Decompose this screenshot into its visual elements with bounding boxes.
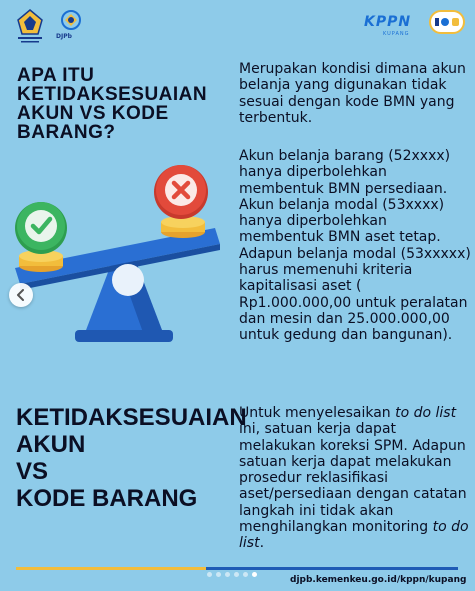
paragraph-solution bbox=[239, 405, 471, 552]
paragraph-solution-text-2: ini, satuan kerja dapat melakukan koreksi SPM. Adapun satuan kerja dapat melakukan prosedur reklasifikasi aset/persediaan dengan catatan langkah ini tidak akan menghilangkan monitoring bbox=[239, 421, 467, 536]
carousel-dot[interactable] bbox=[216, 572, 221, 577]
djpb-logo-text: DJPb bbox=[56, 33, 72, 40]
paragraph-rules: Akun belanja barang (52xxxx) hanya diperbolehkan membentuk BMN persediaan. Akun belanja modal (53xxxx) hanya diperbolehkan membentuk BMN aset tetap. Adapun belanja modal (53xxxxx) harus memenuhi kriteria kapitalisasi aset ( Rp1.000.000,00 untuk peralatan dan mesin dan 25.000.000,00 untuk gedung dan bangunan). bbox=[239, 148, 471, 344]
chevron-left-icon bbox=[16, 289, 26, 301]
paragraph-definition: Merupakan kondisi dimana akun belanja yang digunakan tidak sesuai dengan kode BMN yang terbentuk. bbox=[239, 61, 466, 126]
question-title: APA ITU KETIDAKSESUAIAN AKUN VS KODE BARANG? bbox=[17, 65, 208, 143]
paragraph-solution-text-1: Untuk menyelesaikan bbox=[239, 405, 396, 421]
paragraph-solution-text-3: . bbox=[259, 535, 265, 552]
carousel-prev-button[interactable] bbox=[9, 283, 33, 307]
check-icon bbox=[15, 202, 67, 254]
carousel-dot[interactable] bbox=[234, 572, 239, 577]
pivot-circle bbox=[112, 264, 144, 296]
carousel-dots bbox=[207, 572, 257, 577]
todo-list-term: to do list bbox=[395, 405, 457, 421]
todo-list-term: to do list bbox=[239, 519, 469, 552]
big-title-line-2: AKUN bbox=[16, 431, 86, 458]
big-title bbox=[16, 404, 247, 512]
seesaw-illustration bbox=[15, 158, 225, 348]
footer-divider bbox=[16, 567, 458, 570]
kppn-logo-subtext: KUPANG bbox=[383, 31, 410, 37]
header-logos bbox=[0, 0, 475, 50]
footer-url: djpb.kemenkeu.go.id/kppn/kupang bbox=[290, 575, 467, 585]
partner-logo-icon bbox=[429, 10, 465, 34]
big-title-line-3: VS bbox=[16, 458, 49, 485]
cross-icon bbox=[154, 165, 208, 219]
kppn-logo-text: KPPN bbox=[364, 14, 412, 30]
kemenkeu-logo-icon bbox=[12, 8, 48, 44]
carousel-dot[interactable] bbox=[252, 572, 257, 577]
carousel-dot[interactable] bbox=[243, 572, 248, 577]
carousel-dot[interactable] bbox=[207, 572, 212, 577]
carousel-dot[interactable] bbox=[225, 572, 230, 577]
big-title-line-4: KODE BARANG bbox=[16, 485, 198, 512]
big-title-line-1: KETIDAKSESUAIAN bbox=[16, 404, 247, 431]
